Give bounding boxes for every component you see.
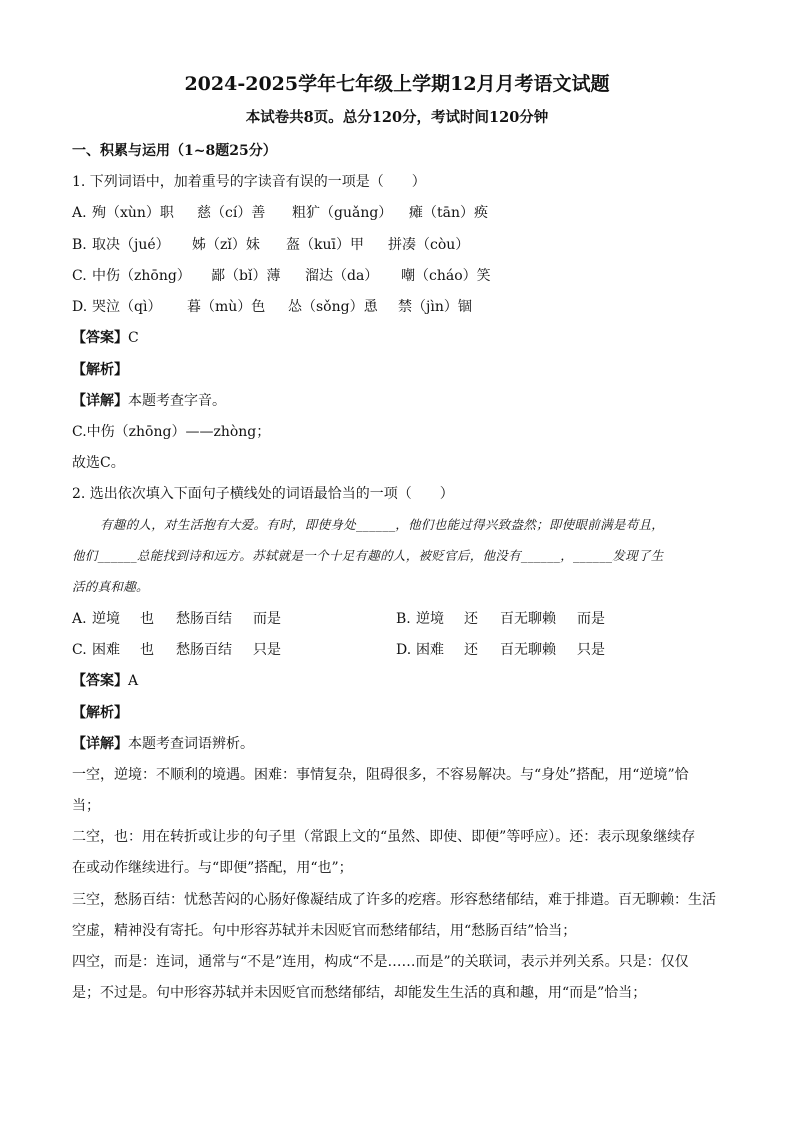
option-item: 困难 xyxy=(92,642,120,658)
option-label: D. xyxy=(72,299,88,315)
answer-tag: 【答案】 xyxy=(72,330,128,346)
explanation-line: 故选C。 xyxy=(72,455,125,471)
answer-tag: 【答案】 xyxy=(72,673,128,689)
option-item: 还 xyxy=(464,611,478,627)
detail-text: 本题考查词语辨析。 xyxy=(128,736,254,752)
explanation-line: 四空，而是：连词，通常与“不是”连用，构成“不是……而是”的关联词，表示并列关系。只是：仅仅 xyxy=(72,954,689,970)
explanation-line: 一空，逆境：不顺利的境遇。困难：事情复杂，阻碍很多，不容易解决。与“身处”搭配，用“逆境”恰 xyxy=(72,767,689,783)
option-label: D. xyxy=(396,642,412,658)
question-1-analysis-tag: 【解析】 xyxy=(72,362,128,378)
option-item: 还 xyxy=(464,642,478,658)
option-item: 瘫（tān）痪 xyxy=(409,205,488,221)
option-label: C. xyxy=(72,268,87,284)
question-1-answer xyxy=(72,329,139,347)
option-item: 粗犷（guǎng） xyxy=(292,205,393,221)
explanation-line: 在或动作继续进行。与“即便”搭配，用“也”； xyxy=(72,860,353,876)
detail-tag: 【详解】 xyxy=(72,736,128,752)
option-item: 逆境 xyxy=(92,611,120,627)
option-item: 暮（mù）色 xyxy=(187,299,266,315)
option-label: A. xyxy=(72,611,87,627)
option-label: A. xyxy=(72,205,87,221)
option-item: 中伤（zhōng） xyxy=(92,268,191,284)
option-item: 愁肠百结 xyxy=(176,642,232,658)
option-item: 禁（jìn）锢 xyxy=(398,299,472,315)
page-subtitle: 本试卷共8页。总分120分，考试时间120分钟 xyxy=(245,109,549,126)
explanation-line: C.中伤（zhōng）——zhòng； xyxy=(72,424,271,440)
option-item: 愁肠百结 xyxy=(176,611,232,627)
option-label: C. xyxy=(72,642,87,658)
question-2-analysis-tag: 【解析】 xyxy=(72,705,128,721)
option-item: 百无聊赖 xyxy=(500,642,556,658)
option-item: 鄙（bǐ）薄 xyxy=(211,268,281,284)
explanation-line: 当； xyxy=(72,798,100,814)
option-item: 也 xyxy=(140,642,154,658)
passage-line: 他们______总能找到诗和远方。苏轼就是一个十足有趣的人，被贬官后，他没有______，______发现了生 xyxy=(72,548,664,563)
option-item: 嘲（cháo）笑 xyxy=(401,268,491,284)
detail-text: 本题考查字音。 xyxy=(128,393,226,409)
option-item: 只是 xyxy=(253,642,281,658)
explanation-line: 三空，愁肠百结：忧愁苦闷的心肠好像凝结成了许多的疙瘩。形容愁绪郁结，难于排遣。百无聊赖：生活 xyxy=(72,892,716,908)
page-title: 2024-2025学年七年级上学期12月月考语文试题 xyxy=(184,73,610,95)
question-1-stem: 1. 下列词语中，加着重号的字读音有误的一项是（ ） xyxy=(72,174,426,190)
question-2-answer xyxy=(72,672,138,690)
option-item: 而是 xyxy=(577,611,605,627)
explanation-line: 二空，也：用在转折或让步的句子里（常跟上文的“虽然、即使、即便”等呼应）。还：表示现象继续存 xyxy=(72,829,696,845)
option-item: 哭泣（qì） xyxy=(92,299,162,315)
option-item: 取决（jué） xyxy=(92,237,170,253)
option-item: 姊（zǐ）妹 xyxy=(192,237,260,253)
question-2-stem: 2. 选出依次填入下面句子横线处的词语最恰当的一项（ ） xyxy=(72,486,454,502)
option-item: 殉（xùn）职 xyxy=(92,205,174,221)
option-item: 逆境 xyxy=(416,611,444,627)
section-heading: 一、积累与运用（1~8题25分） xyxy=(72,143,277,159)
explanation-line: 是；不过是。句中形容苏轼并未因贬官而愁绪郁结，却能发生生活的真和趣，用“而是”恰当； xyxy=(72,985,647,1001)
option-item: 慈（cí）善 xyxy=(197,205,266,221)
answer-value: A xyxy=(128,673,139,689)
detail-tag: 【详解】 xyxy=(72,393,128,409)
option-item: 困难 xyxy=(416,642,444,658)
option-item: 而是 xyxy=(253,611,281,627)
option-item: 百无聊赖 xyxy=(500,611,556,627)
option-item: 盔（kuī）甲 xyxy=(286,237,364,253)
option-item: 拼凑（còu） xyxy=(388,237,470,253)
passage-line: 有趣的人，对生活抱有大爱。有时，即使身处______，他们也能过得兴致盎然；即使眼前满是苟且， xyxy=(100,517,665,532)
option-label: B. xyxy=(72,237,87,253)
option-label: B. xyxy=(396,611,411,627)
passage-line: 活的真和趣。 xyxy=(72,579,149,594)
question-1-detail xyxy=(72,392,226,410)
option-item: 也 xyxy=(140,611,154,627)
answer-value: C xyxy=(128,330,139,346)
option-item: 只是 xyxy=(577,642,605,658)
question-2-detail xyxy=(72,735,254,753)
option-item: 溜达（da） xyxy=(305,268,379,284)
option-item: 怂（sǒng）恿 xyxy=(288,299,378,315)
explanation-line: 空虚，精神没有寄托。句中形容苏轼并未因贬官而愁绪郁结，用“愁肠百结”恰当； xyxy=(72,923,577,939)
